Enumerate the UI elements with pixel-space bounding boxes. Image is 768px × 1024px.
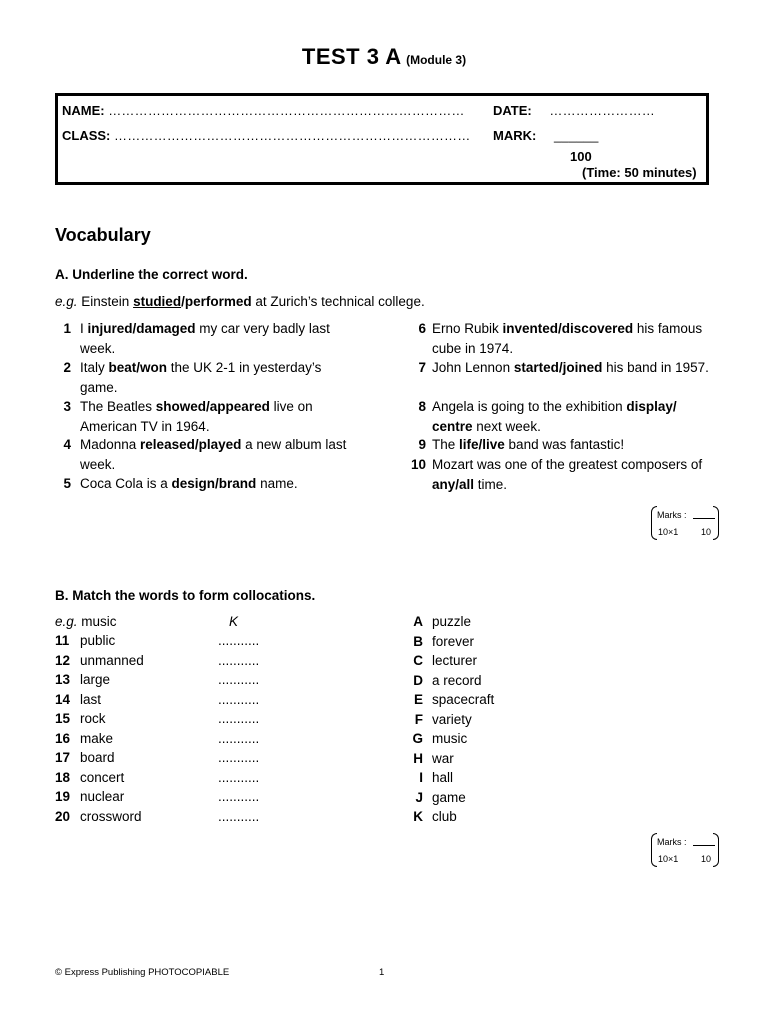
text-post: name. <box>256 476 298 491</box>
match-word: nuclear <box>80 789 125 804</box>
question-text <box>80 435 360 474</box>
part-a-example <box>55 294 425 309</box>
option-letter: G <box>412 731 423 746</box>
match-number: 13 <box>55 672 71 687</box>
question-text <box>80 319 360 358</box>
example-pre: Einstein <box>77 294 134 309</box>
text-post: the UK 2-1 in yesterday’s game. <box>80 360 322 395</box>
date-row <box>493 103 655 118</box>
text-pre: Coca Cola is a <box>80 476 172 491</box>
match-number: 20 <box>55 808 71 824</box>
word-options: design/brand <box>171 476 257 491</box>
option-word: lecturer <box>432 653 478 668</box>
text-post: his famous cube in 1974. <box>432 321 703 356</box>
text-pre: Italy <box>80 360 109 375</box>
question-text <box>432 455 720 494</box>
option-letter: C <box>413 653 423 668</box>
answer-blank: ........... <box>218 633 260 648</box>
question-number: 8 <box>418 399 426 414</box>
word-options: display/ centre <box>432 399 677 434</box>
answer-blank: ........... <box>218 730 260 746</box>
word-options: injured/damaged <box>87 321 196 336</box>
match-word: make <box>80 730 114 746</box>
text-pre: Erno Rubik <box>432 321 503 336</box>
page-number: 1 <box>379 967 385 978</box>
mark-label: MARK: <box>493 128 537 143</box>
match-number: 19 <box>55 789 71 804</box>
text-pre: Madonna <box>80 437 141 452</box>
marks-total: 10 <box>701 854 712 864</box>
section-heading: Vocabulary <box>55 225 151 245</box>
text-post: his band in 1957. <box>602 360 709 375</box>
word-options: beat/won <box>108 360 168 375</box>
mark-field: ______ <box>553 128 599 143</box>
marks-label: Marks : <box>657 510 687 520</box>
question-text <box>432 435 720 455</box>
question-number: 4 <box>63 437 71 452</box>
marks-total: 10 <box>701 527 712 537</box>
question-text <box>80 358 360 397</box>
match-word: last <box>80 691 102 707</box>
option-letter: E <box>413 692 423 707</box>
question-text <box>432 397 720 436</box>
text-pre: John Lennon <box>432 360 514 375</box>
example-eg: e.g. <box>55 614 78 629</box>
word-options: showed/appeared <box>155 399 270 414</box>
test-title: TEST 3 A <box>301 44 402 69</box>
bracket-right <box>713 833 719 867</box>
match-word: concert <box>80 769 125 785</box>
word-options: started/joined <box>513 360 603 375</box>
name-field: ……………………………………………………………………… <box>108 103 465 118</box>
option-letter: A <box>413 614 423 629</box>
question-number: 2 <box>63 360 71 375</box>
marks-blank <box>693 845 715 846</box>
match-number: 16 <box>55 730 71 746</box>
text-post: live on American TV in 1964. <box>80 399 313 434</box>
marks-blank <box>693 518 715 519</box>
example-answer: K <box>229 614 239 629</box>
question-number: 10 <box>410 457 426 472</box>
option-word: puzzle <box>432 614 472 629</box>
answer-blank: ........... <box>218 691 260 707</box>
marks-formula: 10×1 <box>658 854 679 864</box>
text-pre: Mozart was one of the greatest composers of <box>432 457 703 472</box>
match-word: public <box>80 633 116 648</box>
word-options: invented/discovered <box>502 321 634 336</box>
question-number: 1 <box>63 321 71 336</box>
class-field: ……………………………………………………………………… <box>114 128 471 143</box>
match-number: 18 <box>55 769 71 785</box>
match-number: 12 <box>55 652 71 668</box>
module-label: (Module 3) <box>406 53 467 67</box>
option-word: club <box>432 809 457 824</box>
match-word: large <box>80 672 111 687</box>
match-word: crossword <box>80 808 142 824</box>
option-word: music <box>432 731 468 746</box>
text-post: next week. <box>472 418 541 434</box>
mark-total: 100 <box>570 149 592 164</box>
page-title <box>0 44 768 70</box>
time-label: (Time: 50 minutes) <box>582 165 697 180</box>
option-letter: B <box>413 633 423 649</box>
option-word: forever <box>432 633 475 649</box>
marks-box-b <box>651 833 719 867</box>
answer-blank: ........... <box>218 769 260 785</box>
option-letter: D <box>413 672 423 688</box>
answer-blank: ........... <box>218 652 260 668</box>
marks-label: Marks : <box>657 837 687 847</box>
option-letter: J <box>415 789 423 805</box>
text-pre: I <box>80 321 88 336</box>
date-field: …………………… <box>549 103 655 118</box>
text-pre: Angela is going to the exhibition <box>432 399 627 414</box>
match-number: 17 <box>55 750 71 765</box>
class-label: CLASS: <box>62 128 111 143</box>
question-number: 6 <box>418 321 426 336</box>
example-post: at Zurich’s technical college. <box>251 294 425 309</box>
footer-copyright: © Express Publishing PHOTOCOPIABLE <box>55 967 230 978</box>
match-number: 11 <box>55 633 70 648</box>
word-options: life/live <box>459 437 505 452</box>
example-slash: / <box>181 294 185 309</box>
text-post: band was fantastic! <box>504 437 625 452</box>
part-b-example <box>55 614 117 629</box>
option-word: hall <box>432 770 454 785</box>
name-row <box>62 103 465 118</box>
question-text <box>80 397 360 436</box>
answer-blank: ........... <box>218 808 260 824</box>
match-word: board <box>80 750 115 765</box>
match-word: rock <box>80 711 106 726</box>
answer-blank: ........... <box>218 750 260 765</box>
text-post: time. <box>474 476 508 492</box>
text-post: my car very badly last week. <box>80 321 330 356</box>
option-word: a record <box>432 672 482 688</box>
question-number: 7 <box>418 360 426 375</box>
date-label: DATE: <box>493 103 532 118</box>
question-text <box>432 358 720 378</box>
match-number: 15 <box>55 711 71 726</box>
example-wrong: performed <box>184 294 252 309</box>
option-word: war <box>432 750 454 766</box>
example-word: music <box>77 614 117 629</box>
example-correct: studied <box>133 294 182 309</box>
option-letter: H <box>413 750 423 766</box>
text-pre: The Beatles <box>80 399 156 414</box>
option-letter: I <box>419 770 423 785</box>
option-letter: F <box>414 711 423 727</box>
word-options: any/all <box>432 476 475 492</box>
answer-blank: ........... <box>218 789 260 804</box>
question-number: 3 <box>63 399 71 414</box>
text-pre: The <box>432 437 460 452</box>
class-row <box>62 128 470 143</box>
marks-box-a <box>651 506 719 540</box>
option-word: variety <box>432 711 472 727</box>
answer-blank: ........... <box>218 672 260 687</box>
question-number: 5 <box>63 476 71 491</box>
option-letter: K <box>413 809 423 824</box>
part-a-instruction: A. Underline the correct word. <box>55 267 248 282</box>
answer-blank: ........... <box>218 711 260 726</box>
question-text <box>432 319 720 358</box>
option-word: spacecraft <box>432 692 495 707</box>
example-eg: e.g. <box>55 294 78 309</box>
part-b-instruction: B. Match the words to form collocations. <box>55 588 316 603</box>
question-number: 9 <box>418 437 426 452</box>
mark-row <box>493 128 599 143</box>
question-text <box>80 474 360 494</box>
match-word: unmanned <box>80 652 144 668</box>
match-number: 14 <box>55 691 71 707</box>
name-label: NAME: <box>62 103 105 118</box>
text-post: a new album last week. <box>80 437 347 472</box>
marks-formula: 10×1 <box>658 527 679 537</box>
bracket-right <box>713 506 719 540</box>
word-options: released/played <box>140 437 242 452</box>
option-word: game <box>432 789 466 805</box>
